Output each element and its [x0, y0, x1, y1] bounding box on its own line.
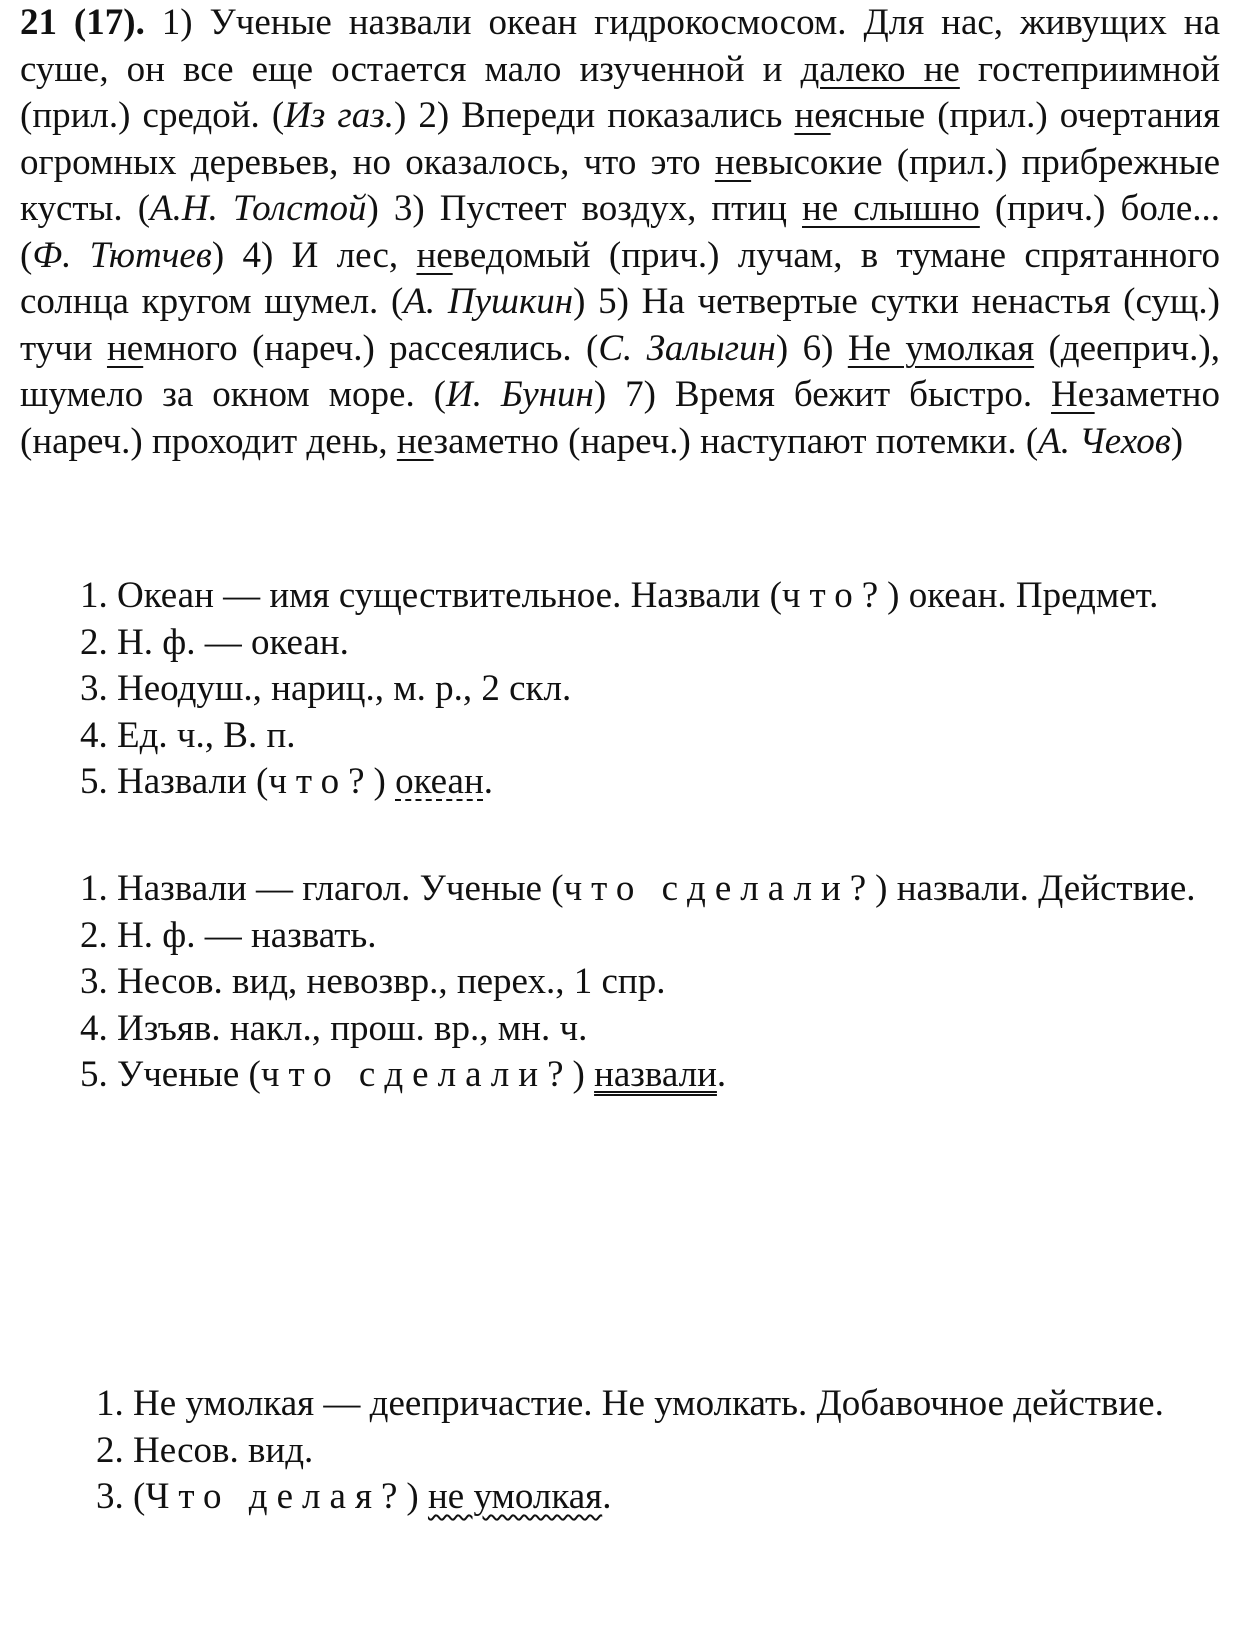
sentence-7-part-a: ) 7) Время бежит быстро. — [593, 374, 1052, 415]
sentence-7-part-c: заметно (нареч.) наступают потемки. ( — [433, 420, 1039, 462]
verb-line-5-mid: ) — [572, 1054, 595, 1095]
sentence-7-part-b: заметно (нареч.) проходит день, — [20, 374, 1220, 462]
noun-analysis-line-2: 2. Н. ф. — океан. — [80, 621, 349, 663]
verb-analysis-line-1 — [20, 866, 1220, 913]
sentence-2-underlined-2: не — [714, 141, 752, 183]
sentence-3-part-b: (прич.) боле... ( — [20, 188, 1220, 276]
sentence-7-underlined-1: Не — [1051, 374, 1095, 415]
noun-line-5-word: океан — [395, 761, 484, 802]
verb-analysis-line-3: 3. Несов. вид, невозвр., перех., 1 спр. — [80, 961, 666, 1002]
gerund-analysis — [36, 1381, 1226, 1521]
sentence-7-source: А. Чехов — [1038, 420, 1171, 462]
sentence-1-part-b: гостеприимной (прил.) средой. ( — [20, 48, 1221, 136]
sentence-1-underlined: далеко не — [800, 48, 960, 90]
noun-line-1-text: 1. Океан — имя существительное. Назвали ( — [80, 575, 782, 616]
sentence-5-underlined: не — [106, 327, 144, 369]
sentence-7-end: ) — [1170, 420, 1184, 462]
sentence-4-part-a: ) 4) И лес, — [211, 234, 417, 276]
gerund-line-3-word: не умолкая — [427, 1476, 603, 1517]
noun-analysis-line-1 — [20, 573, 1220, 620]
sentence-6-part-b: (дееприч.), шумело за окном море. ( — [20, 327, 1220, 415]
gerund-line-3-question: Что делая? — [145, 1476, 407, 1517]
verb-line-1-text: 1. Назвали — глагол. Ученые ( — [80, 868, 564, 909]
noun-line-5-mid: ) — [373, 761, 396, 802]
sentence-2-source: А.Н. Толстой — [150, 188, 367, 229]
exercise-number: 21 (17). — [20, 2, 145, 43]
gerund-line-3-mid: ) — [406, 1476, 428, 1517]
gerund-line-3-text: 3. ( — [96, 1476, 146, 1517]
sentence-3-underlined: не слышно — [802, 188, 980, 229]
gerund-analysis-line-1: 1. Не умолкая — деепричастие. Не умолкать. Добавочное действие. — [96, 1383, 1164, 1424]
sentence-6-underlined: Не умолкая — [847, 327, 1035, 369]
noun-analysis — [20, 573, 1220, 806]
sentence-3-source: Ф. Тютчев — [32, 234, 212, 276]
sentence-6-part-a: ) 6) — [775, 327, 848, 369]
verb-line-5-text: 5. Ученые ( — [80, 1054, 261, 1095]
noun-line-5-text: 5. Назвали ( — [80, 761, 269, 802]
exercise-text — [20, 0, 1220, 465]
sentence-2-underlined-1: не — [794, 95, 831, 136]
verb-line-1-end: ) назвали. Действие. — [875, 868, 1196, 909]
sentence-4-part-b: ведомый (прич.) лучам, в тумане спрятанного солнца кругом шумел. ( — [20, 234, 1220, 322]
gerund-analysis-line-2: 2. Несов. вид. — [96, 1429, 314, 1471]
noun-line-5-end: . — [483, 761, 494, 802]
sentence-2-part-a: ) 2) Впереди показались — [393, 95, 795, 136]
noun-analysis-line-4: 4. Ед. ч., В. п. — [80, 714, 296, 756]
sentence-6-source: И. Бунин — [445, 374, 594, 415]
sentence-4-underlined: не — [416, 234, 453, 276]
sentence-5-part-a: ) 5) На четвертые сутки ненастья (сущ.) тучи — [20, 281, 1220, 369]
noun-line-1-end: ) океан. Предмет. — [887, 575, 1159, 616]
sentence-1-part-a: 1) Ученые назвали океан гидрокосмосом. Для нас, живущих на суше, он все еще остается мало изученной и — [20, 2, 1220, 90]
sentence-1-source: Из газ. — [284, 95, 394, 136]
noun-analysis-line-3: 3. Неодуш., нариц., м. р., 2 скл. — [80, 668, 572, 709]
sentence-2-part-c: высокие (прил.) прибрежные кусты. ( — [20, 141, 1220, 229]
sentence-4-source: А. Пушкин — [403, 281, 574, 322]
gerund-line-3-end: . — [602, 1476, 612, 1517]
verb-analysis — [20, 866, 1220, 1099]
verb-line-5-question: что сделали? — [260, 1054, 573, 1095]
noun-analysis-line-5 — [20, 759, 1220, 806]
verb-analysis-line-2: 2. Н. ф. — назвать. — [80, 914, 377, 956]
verb-line-5-end: . — [716, 1054, 727, 1095]
verb-analysis-line-4: 4. Изъяв. накл., прош. вр., мн. ч. — [80, 1007, 588, 1049]
verb-line-1-question: что сделали? — [563, 868, 876, 909]
gerund-analysis-line-3 — [36, 1474, 1226, 1521]
sentence-2-part-b: ясные (прил.) очертания огромных деревьев, но оказалось, что это — [20, 95, 1220, 183]
verb-analysis-line-5 — [20, 1052, 1220, 1099]
verb-line-5-word: назвали — [594, 1054, 717, 1095]
sentence-7-underlined-2: не — [396, 420, 434, 462]
sentence-5-source: С. Залыгин — [598, 327, 776, 369]
sentence-5-part-b: много (нареч.) рассеялись. ( — [143, 327, 599, 369]
noun-line-5-question: что? — [268, 761, 374, 802]
sentence-3-part-a: ) 3) Пустеет воздух, птиц — [366, 188, 802, 229]
noun-line-1-question: что? — [781, 575, 888, 616]
